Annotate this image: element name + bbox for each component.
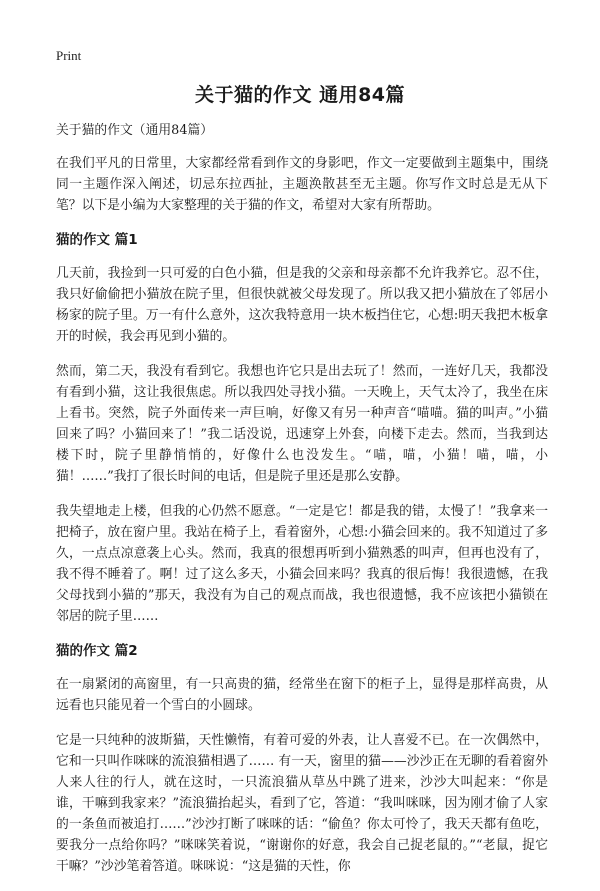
section-heading-1: 猫的作文 篇1 — [56, 232, 138, 248]
subtitle: 关于猫的作文（通用84篇） — [56, 123, 214, 138]
print-link[interactable]: Print — [56, 48, 82, 63]
paragraph: 它是一只纯种的波斯猫，天性懒惰，有着可爱的外表，让人喜爱不已。在一次偶然中，它和一只叫作咪咪的流浪猫相遇了…… 有一天，窗里的猫——沙沙正在无聊的看着窗外人来人往的行人，就在这时，一只流浪猫从草丛中跳了进来，沙沙大叫起来：“你是谁，干嘛到我家来？”流浪猫抬起头，看到了它，答道：“我叫咪咪，因为刚才偷了人家的一条鱼而被追打……”沙沙打断了咪咪的话：“偷鱼？你太可怜了，我天天都有鱼吃，要我分一点给你吗？”咪咪笑着说，“谢谢你的好意，我会自己捉老鼠的。”“老鼠，捉它干嘛？”沙沙笔着答道。咪咪说：“这是猫的天性，你 — [56, 733, 548, 874]
paragraph: 几天前，我捡到一只可爱的白色小猫，但是我的父亲和母亲都不允许我养它。忍不住，我只好偷偷把小猫放在院子里，但很快就被父母发现了。所以我又把小猫放在了邻居小杨家的院子里。万一有什么意外，这次我特意用一块木板挡住它，心想:明天我把木板拿开的时候，我会再见到小猫的。 — [56, 266, 548, 344]
document-body — [56, 120, 548, 891]
paragraph: 在一扇紧闭的高窗里，有一只高贵的猫，经常坐在窗下的柜子上，显得是那样高贵，从远看也只能见着一个雪白的小圆球。 — [56, 677, 548, 713]
section-heading-2: 猫的作文 篇2 — [56, 643, 138, 659]
paragraph: 我失望地走上楼，但我的心仍然不愿意。“一定是它！都是我的错，太慢了！”我拿来一把椅子，放在窗户里。我站在椅子上，看着窗外，心想:小猫会回来的。我不知道过了多久，一点点凉意袭上心头。然而，我真的很想再听到小猫熟悉的叫声，但再也没有了，我不得不睡着了。啊！过了这么多天，小猫会回来吗？我真的很后悔！我很遗憾，在我父母找到小猫的”那天，我没有为自己的观点而战，我也很遗憾，我不应该把小猫锁在邻居的院子里…… — [56, 504, 548, 624]
paragraph: 然而，第二天，我没有看到它。我想也许它只是出去玩了！然而，一连好几天，我都没有看到小猫，这让我很焦虑。所以我四处寻找小猫。一天晚上，天气太冷了，我坐在床上看书。突然，院子外面传来一声巨响，好像又有另一种声音“喵喵。猫的叫声。”小猫回来了吗？小猫回来了！”我二话没说，迅速穿上外套，向楼下走去。然而，当我到达楼下时，院子里静悄悄的，好像什么也没发生。“喵，喵，小猫！喵，喵，小猫！……”我打了很长时间的电话，但是院子里还是那么安静。 — [56, 364, 548, 484]
intro-paragraph: 在我们平凡的日常里，大家都经常看到作文的身影吧，作文一定要做到主题集中，围绕同一主题作深入阐述，切忌东拉西扯，主题涣散甚至无主题。你写作文时总是无从下笔？以下是小编为大家整理的关于猫的作文，希望对大家有所帮助。 — [56, 156, 548, 213]
page-title: 关于猫的作文 通用84篇 — [194, 84, 406, 106]
